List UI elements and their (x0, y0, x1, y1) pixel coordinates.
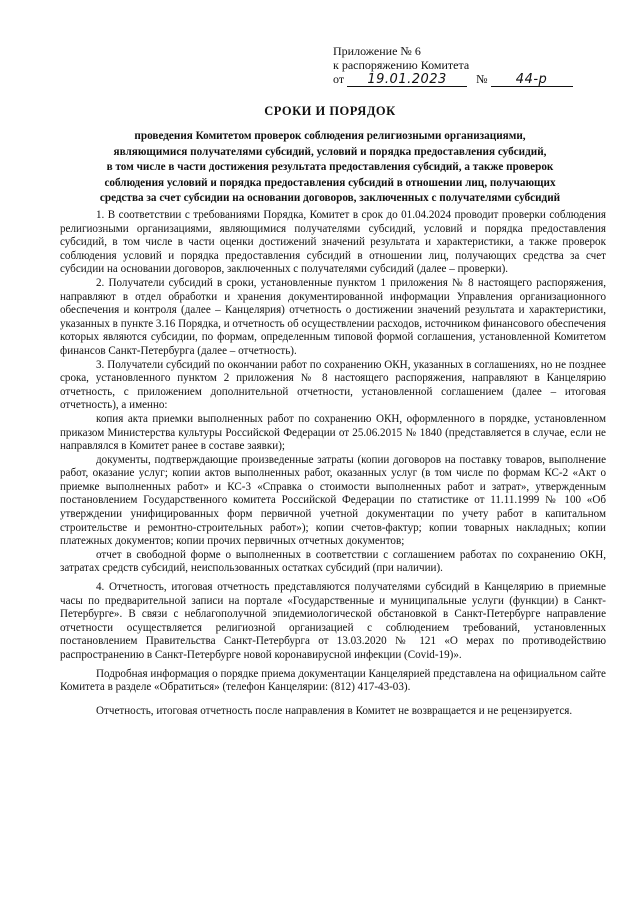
subtitle-line: средства за счет субсидии на основании договоров, заключенных с получателями субсидий (99, 192, 561, 204)
subtitle-line: являющимися получателями субсидий, условий и порядка предоставления субсидий, (113, 145, 547, 158)
document-title: СРОКИ И ПОРЯДОК (264, 104, 396, 118)
paragraph-not-returned: Отчетность, итоговая отчетность после направления в Комитет не возвращается и не рецензируется. (96, 704, 573, 717)
list-item-free-form-report: отчет в свободной форме о выполненных в соответствии с соглашением работах по сохранению ОКН, затратах средств субсидий, неиспользованных остатках субсидий (при наличии). (60, 548, 606, 575)
appendix-number: Приложение № 6 (333, 44, 421, 58)
subtitle-line: соблюдения условий и порядка предоставления субсидий в отношении лиц, получающих (104, 176, 556, 189)
date-number-line (333, 72, 593, 87)
order-reference: к распоряжению Комитета (333, 58, 470, 72)
from-label: от (333, 72, 345, 86)
document-title-block (52, 104, 608, 207)
list-item-acceptance-act: копия акта приемки выполненных работ по сохранению ОКН, оформленного в порядке, установленном приказом Министерства культуры Российской Федерации от 25.06.2015 № 1840 (представляется в случае, если не направлялся в Комитет ранее в составе заявки); (60, 412, 606, 453)
paragraph-3: 3. Получатели субсидий по окончании работ по сохранению ОКН, указанных в соглашениях, но не позднее срока, установленного пунктом 2 приложения № 8 настоящего распоряжения, направляют в Канцелярию отчетность, с приложением дополнительной отчетности, установленной соглашением (далее – итоговая отчетность), а именно: (60, 358, 606, 412)
document-body (60, 209, 606, 718)
paragraph-4: 4. Отчетность, итоговая отчетность представляются получателями субсидий в Канцелярию в приемные часы по предварительной записи на портале «Государственные и муниципальные услуги (функции) в Санкт-Петербурге». В связи с неблагополучной эпидемиологической обстановкой в Санкт-Петербурге направление отчетности осуществляется религиозной организацией с соблюдением требований, установленных постановлением Правительства Санкт-Петербурга от 13.03.2020 № 121 «О мерах по противодействию распространению в Санкт-Петербурге новой коронавирусной инфекции (Covid-19)». (60, 581, 606, 661)
handwritten-date: 19.01.2023 (347, 73, 467, 87)
paragraph-1: 1. В соответствии с требованиями Порядка, Комитет в срок до 01.04.2024 проводит проверки соблюдения религиозными организациями, являющимися получателями субсидий, условий и порядка предоставления субсидий, в том числе в части оценки достижений значений результата и характеристики, а также проверок соблюдения условий и порядка предоставления субсидий в отношении лиц, получающих средства за счет субсидии на основании договоров, заключенных с получателями субсидий (далее – проверки). (60, 209, 606, 276)
paragraph-contact-info: Подробная информация о порядке приема документации Канцелярией представлена на официальном сайте Комитета в разделе «Обратиться» (телефон Канцелярии: (812) 417-43-03). (60, 667, 606, 694)
handwritten-number: 44-р (491, 73, 573, 87)
list-item-cost-documents: документы, подтверждающие произведенные затраты (копии договоров на поставку товаров, выполнение работ, оказание услуг; копии актов выполненных работ, оказанных услуг (в том числе по формам КС-2 «Акт о приемке выполненных работ» и КС-3 «Справка о стоимости выполненных работ и затрат», утвержденным постановлением Государственного комитета Российской Федерации по статистике от 11.11.1999 № 100 «Об утверждении унифицированных форм первичной учетной документации по учету работ в капитальном строительстве и ремонтно-строительных работ»); копии счетов-фактур; копии товарных накладных; копии платежных документов; копии прочих первичных отчетных документов; (60, 453, 606, 548)
document-subtitle (52, 129, 608, 207)
appendix-header (333, 44, 593, 87)
subtitle-line: в том числе в части достижения результата предоставления субсидий, а также проверок (106, 161, 554, 173)
paragraph-2: 2. Получатели субсидий в сроки, установленные пунктом 1 приложения № 8 настоящего распоряжения, направляют в отдел обработки и хранения документированной информации Управления организационного обеспечения и контроля (далее – Канцелярия) отчетность о достижении значений результата и характеристики, указанных в пункте 3.16 Порядка, и отчетность об осуществлении расходов, источником финансового обеспечения которых являются субсидии, по формам, определенным типовой формой соглашения, установленной Комитетом финансов Санкт-Петербурга (далее – отчетность). (60, 276, 606, 357)
number-label: № (476, 72, 488, 86)
subtitle-line: проведения Комитетом проверок соблюдения религиозными организациями, (134, 130, 526, 142)
